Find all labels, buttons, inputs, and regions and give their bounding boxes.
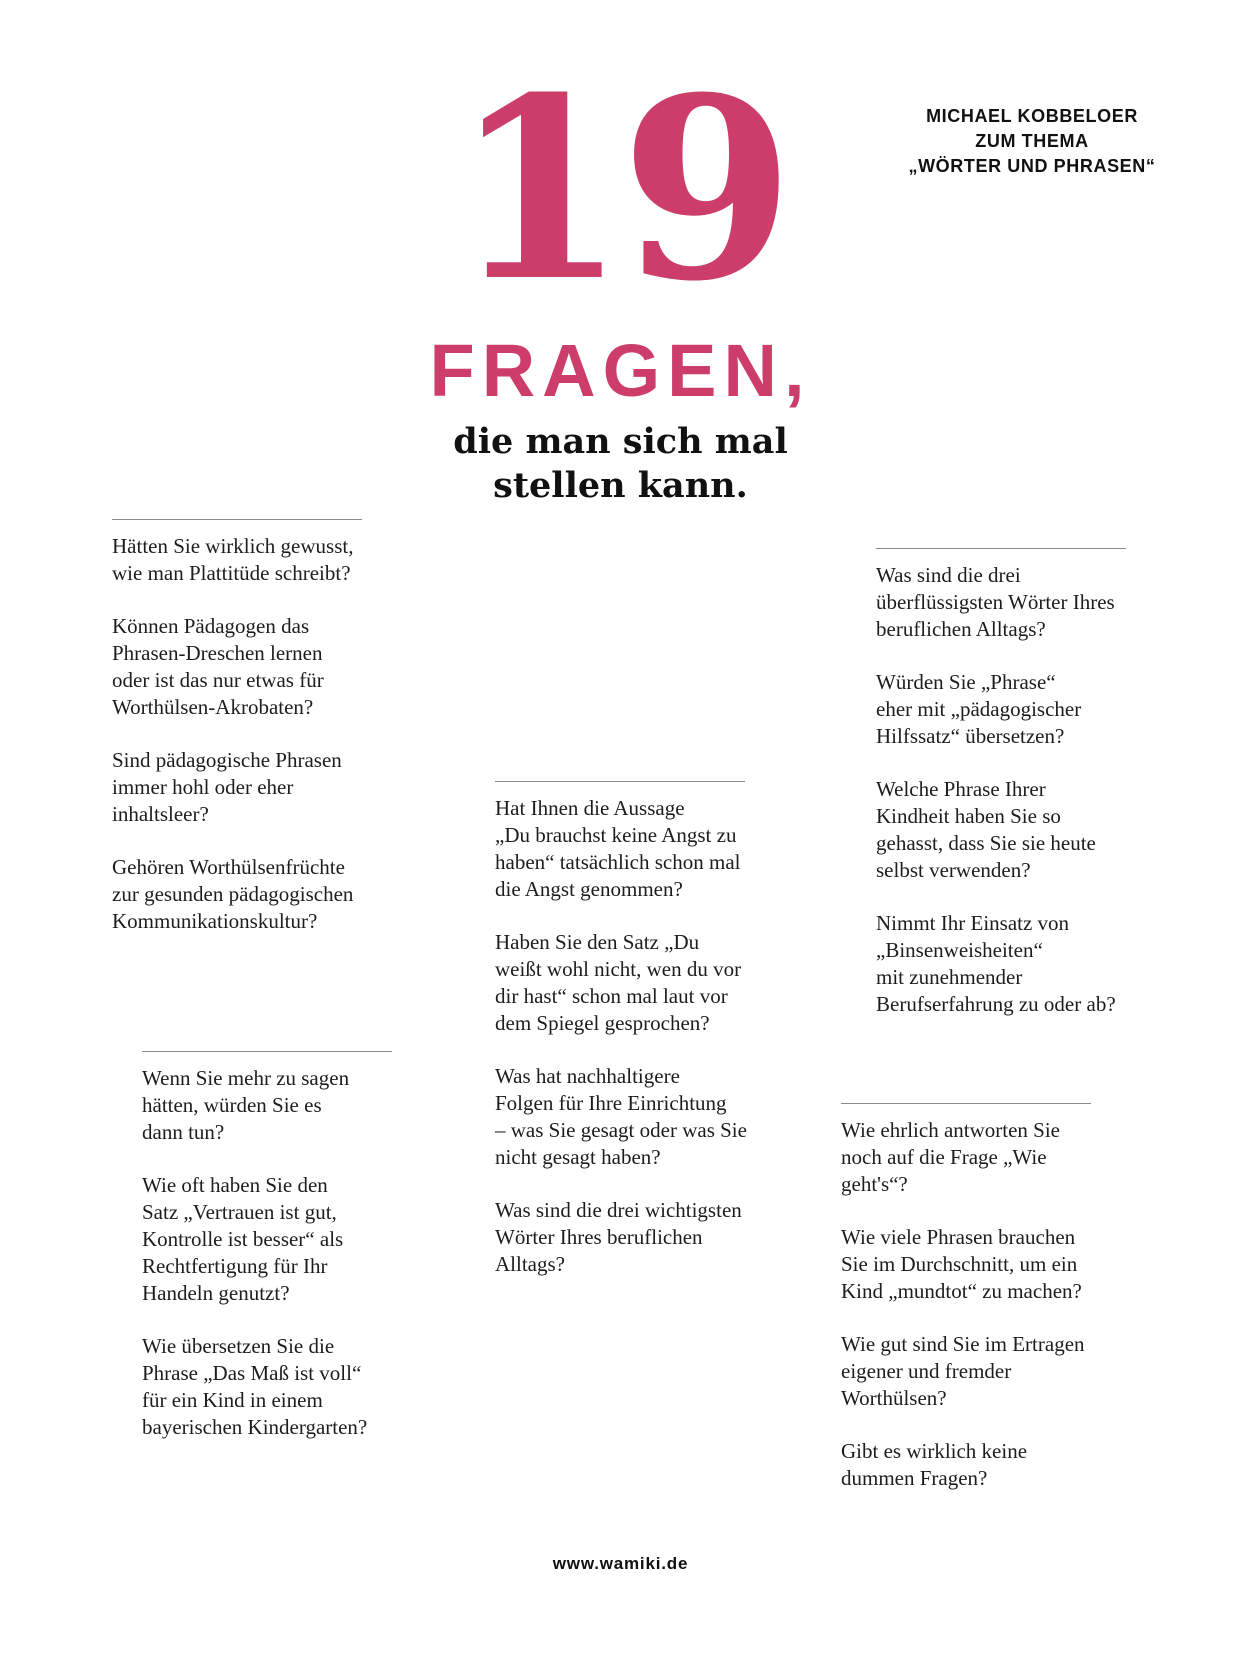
question-line: dem Spiegel gesprochen?	[495, 1011, 710, 1035]
question-paragraph	[495, 795, 747, 903]
question-line: Was sind die drei wichtigsten	[495, 1198, 742, 1222]
question-line: Würden Sie „Phrase“	[876, 670, 1056, 694]
question-paragraph	[112, 854, 362, 935]
question-list	[841, 1117, 1091, 1492]
question-paragraph	[112, 613, 362, 721]
question-list	[142, 1065, 392, 1441]
question-line: Gibt es wirklich keine	[841, 1439, 1028, 1463]
question-paragraph	[142, 1172, 392, 1307]
question-line: haben“ tatsächlich schon mal	[495, 850, 741, 874]
question-line: noch auf die Frage „Wie	[841, 1145, 1047, 1169]
question-line: zur gesunden pädagogischen	[112, 882, 354, 906]
question-line: Handeln genutzt?	[142, 1281, 290, 1305]
question-line: oder ist das nur etwas für	[112, 668, 324, 692]
question-line: selbst verwenden?	[876, 858, 1031, 882]
question-paragraph	[142, 1065, 392, 1146]
question-line: Berufserfahrung zu oder ab?	[876, 992, 1116, 1016]
title-number: 19	[452, 42, 789, 336]
question-line: Kindheit haben Sie so	[876, 804, 1061, 828]
question-block-middle	[495, 781, 747, 1278]
divider-rule	[112, 519, 362, 520]
question-line: eigener und fremder	[841, 1359, 1012, 1383]
question-line: weißt wohl nicht, wen du vor	[495, 957, 742, 981]
question-line: mit zunehmender	[876, 965, 1023, 989]
question-line: gehasst, dass Sie sie heute	[876, 831, 1096, 855]
kicker-line-topic: ZUM THEMA	[975, 131, 1089, 151]
question-line: inhaltsleer?	[112, 802, 209, 826]
question-line: – was Sie gesagt oder was Sie	[495, 1118, 747, 1142]
question-line: dir hast“ schon mal laut vor	[495, 984, 728, 1008]
question-line: Kontrolle ist besser“ als	[142, 1227, 344, 1251]
title-word: FRAGEN,	[429, 329, 812, 412]
question-paragraph	[876, 776, 1126, 884]
question-line: bayerischen Kindergarten?	[142, 1415, 368, 1439]
question-line: Wie übersetzen Sie die	[142, 1334, 335, 1358]
question-line: Was hat nachhaltigere	[495, 1064, 680, 1088]
question-paragraph	[841, 1224, 1091, 1305]
question-line: Was sind die drei	[876, 563, 1021, 587]
question-line: Wie oft haben Sie den	[142, 1173, 328, 1197]
question-line: eher mit „pädagogischer	[876, 697, 1082, 721]
question-line: Hätten Sie wirklich gewusst,	[112, 534, 354, 558]
subtitle-line-1: die man sich mal	[453, 421, 788, 462]
divider-rule	[495, 781, 745, 782]
question-line: dann tun?	[142, 1120, 225, 1144]
question-line: Wenn Sie mehr zu sagen	[142, 1066, 350, 1090]
question-paragraph	[876, 910, 1126, 1018]
question-paragraph	[876, 669, 1126, 750]
question-paragraph	[495, 1063, 747, 1171]
question-line: beruflichen Alltags?	[876, 617, 1046, 641]
divider-rule	[876, 548, 1126, 549]
question-line: Welche Phrase Ihrer	[876, 777, 1046, 801]
question-line: Wie ehrlich antworten Sie	[841, 1118, 1060, 1142]
subtitle-line-2: stellen kann.	[493, 465, 748, 506]
question-line: dummen Fragen?	[841, 1466, 988, 1490]
question-line: Hilfssatz“ übersetzen?	[876, 724, 1065, 748]
question-block-left-bottom	[142, 1051, 392, 1441]
question-block-right-top	[876, 548, 1126, 1018]
question-paragraph	[841, 1117, 1091, 1198]
footer-url: www.wamiki.de	[552, 1554, 689, 1573]
question-paragraph	[495, 1197, 747, 1278]
question-line: Folgen für Ihre Einrichtung	[495, 1091, 727, 1115]
question-line: Hat Ihnen die Aussage	[495, 796, 685, 820]
question-line: Rechtfertigung für Ihr	[142, 1254, 328, 1278]
question-paragraph	[112, 747, 362, 828]
question-line: Worthülsen-Akrobaten?	[112, 695, 314, 719]
question-line: geht's“?	[841, 1172, 908, 1196]
question-line: überflüssigsten Wörter Ihres	[876, 590, 1115, 614]
question-line: Phrase „Das Maß ist voll“	[142, 1361, 362, 1385]
question-block-right-bottom	[841, 1103, 1091, 1492]
question-line: für ein Kind in einem	[142, 1388, 323, 1412]
question-line: „Binsenweisheiten“	[876, 938, 1043, 962]
kicker-line-theme: „WÖRTER UND PHRASEN“	[908, 156, 1156, 176]
question-paragraph	[841, 1438, 1091, 1492]
question-line: Worthülsen?	[841, 1386, 947, 1410]
question-line: die Angst genommen?	[495, 877, 683, 901]
question-list	[112, 533, 362, 935]
kicker-line-author: MICHAEL KOBBELOER	[926, 106, 1138, 126]
question-line: immer hohl oder eher	[112, 775, 294, 799]
question-block-left-top	[112, 519, 362, 935]
question-line: Satz „Vertrauen ist gut,	[142, 1200, 337, 1224]
question-line: Wie viele Phrasen brauchen	[841, 1225, 1076, 1249]
question-line: hätten, würden Sie es	[142, 1093, 322, 1117]
question-line: Alltags?	[495, 1252, 565, 1276]
question-list	[495, 795, 747, 1278]
question-line: „Du brauchst keine Angst zu	[495, 823, 737, 847]
question-line: Sie im Durchschnitt, um ein	[841, 1252, 1078, 1276]
question-line: Wörter Ihres beruflichen	[495, 1225, 703, 1249]
question-paragraph	[841, 1331, 1091, 1412]
question-line: Wie gut sind Sie im Ertragen	[841, 1332, 1085, 1356]
question-line: Gehören Worthülsenfrüchte	[112, 855, 345, 879]
question-paragraph	[876, 562, 1126, 643]
question-line: Phrasen-Dreschen lernen	[112, 641, 323, 665]
question-paragraph	[142, 1333, 392, 1441]
question-line: Kind „mundtot“ zu machen?	[841, 1279, 1082, 1303]
title-subtitle	[0, 420, 1241, 508]
question-line: nicht gesagt haben?	[495, 1145, 661, 1169]
question-line: Nimmt Ihr Einsatz von	[876, 911, 1070, 935]
question-list	[876, 562, 1126, 1018]
question-line: Kommunikationskultur?	[112, 909, 318, 933]
question-line: Können Pädagogen das	[112, 614, 310, 638]
question-paragraph	[495, 929, 747, 1037]
question-line: Haben Sie den Satz „Du	[495, 930, 700, 954]
question-line: wie man Plattitüde schreibt?	[112, 561, 351, 585]
divider-rule	[142, 1051, 392, 1052]
divider-rule	[841, 1103, 1091, 1104]
question-line: Sind pädagogische Phrasen	[112, 748, 342, 772]
question-paragraph	[112, 533, 362, 587]
